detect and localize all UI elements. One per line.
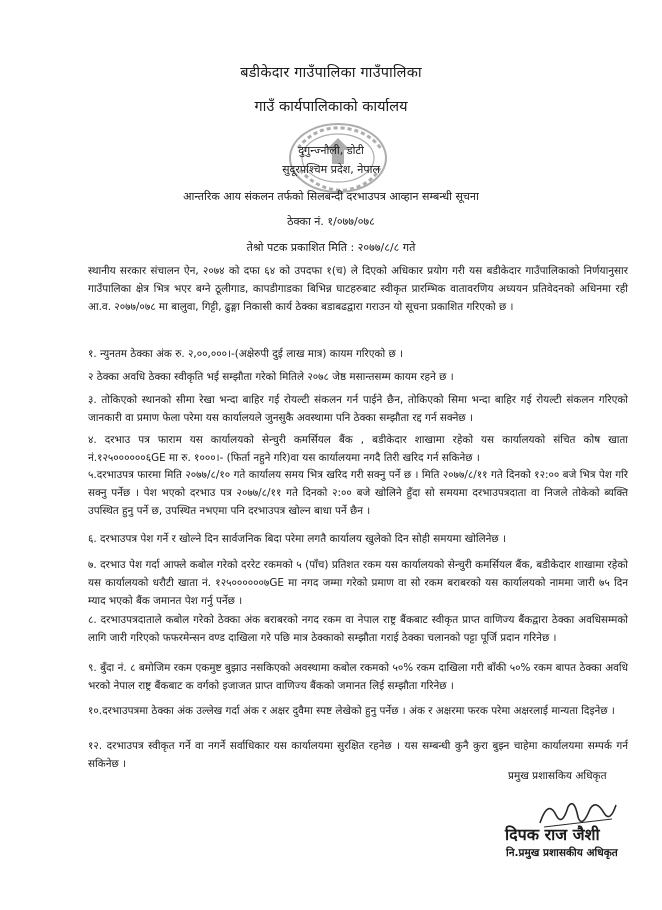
clause-6: ६. दरभाउपत्र पेश गर्ने र खोल्ने दिन सार्वजनिक बिदा परेमा लगतै कार्यालय खुलेको दिन सोही समयमा खोलिनेछ । [88,533,506,545]
municipality-name: बडीकेदार गाउँपालिका गाउँपालिका [240,65,422,81]
clause-12: १२. दरभाउपत्र स्वीकृत गर्ने वा नगर्ने सर्वाधिकार यस कार्यालयमा सुरक्षित रहनेछ । यस सम्बन्धी कुनै कुरा बुझ्न चाहेमा कार्यालयमा सम्पर्क गर्न सकिनेछ । [88,740,628,770]
clause-10: १०.दरभाउपत्रमा ठेक्का अंक उल्लेख गर्दा अंक र अक्षर दुवैमा स्पष्ट लेखेको हुनु पर्नेछ । अंक र अक्षरमा फरक परेमा अक्षरलाई मान्यता दिइनेछ । [88,705,615,717]
clause-8: ८. दरभाउपत्रदाताले कबोल गरेको ठेक्का अंक बराबरको नगद रकम वा नेपाल राष्ट्र बैंकबाट स्वीकृत प्राप्त वाणिज्य बैंकद्वारा ठेक्का अवधिसम्मको लागि जारी गरिएको फफरमेन्सन वण्ड दाखिला गरे पछि मात्र ठेक्काको सम्झौता गराई ठेक्का चलानको पट्टा पूर्जि प्रदान गरिनेछ । [88,614,628,644]
clause-4: ४. दरभाउ पत्र फाराम यस कार्यालयको सेन्चुरी कमर्सियल बैंक , बडीकेदार शाखामा रहेको यस कार्यालयको संचित कोष खाता नं.१२५००००००६GE मा रु. १०००।- (फिर्ता नहुने गरि)वा यस कार्यालयमा नगदै तिरी खरिद गर्न सकिनेछ । [88,434,628,464]
signatory-name: दिपक राज जैशी [505,825,600,844]
office-seal-stamp [286,120,390,196]
clause-3: ३. तोकिएको स्थानको सीमा रेखा भन्दा बाहिर गई रोयल्टी संकलन गर्न पाईने छैन, तोकिएको सिमा भन्दा बाहिर गई रोयल्टी संकलन गरिएको जानकारी वा प्रमाण फेला परेमा यस कार्यालयले जुनसुकै अवस्थामा पनि ठेक्का सम्झौता रद्द गर्न सक्नेछ । [88,394,628,424]
clause-2: २ ठेक्का अवधि ठेक्का स्वीकृति भई सम्झौता गरेको मितिले २०७८ जेष्ठ मसान्तसम्म कायम रहने छ । [88,371,454,383]
clause-9: ९. बुँदा नं. ८ बमोजिम रकम एकमुष्ट बुझाउ नसकिएको अवस्थामा कबोल रकमको ५०% रकम दाखिला गरी बाँकी ५०% रकम बापत ठेक्का अवधि भरको नेपाल राष्ट्र बैंकबाट क वर्गको इजाजत प्राप्त वाणिज्य बैंकको जमानत लिई सम्झौता गरिनेछ । [88,662,628,692]
signatory-designation: नि.प्रमुख प्रशासकीय अधिकृत [506,847,618,859]
office-name: गाउँ कार्यपालिकाको कार्यालय [254,99,408,115]
office-address-province: सुदूरपश्चिम प्रदेश, नेपाल [282,163,380,176]
clause-7: ७. दरभाउ पेश गर्दा आफ्ले कबोल गरेको दररेट रकमको ५ (पाँच) प्रतिशत रकम यस कार्यालयको सेन्चुरी कमर्सियल बैंक, बडीकेदार शाखामा रहेको यस कार्यालयको धरौटी खाता नं. १२५००००००७GE मा नगद जम्मा गरेको प्रमाण वा सो रकम बराबरको यस कार्यालयको नाममा जारी ७५ दिन म्याद भएको बैंक जमानत पेश गर्नु पर्नेछ । [88,559,628,607]
contract-number: ठेक्का नं. १/०७७/०७८ [287,215,375,228]
signatory-title: प्रमुख प्रशासकिय अधिकृत [508,770,607,782]
publish-date: तेश्रो पटक प्रकाशित मिति : २०७७/८/८ गते [246,241,416,254]
notice-title: आन्तरिक आय संकलन तर्फको सिलबन्दी दरभाउपत्र आव्हान सम्बन्धी सूचना [183,190,479,203]
intro-paragraph: स्थानीय सरकार संचालन ऐन, २०७४ को दफा ६४ को उपदफा १(च) ले दिएको अधिकार प्रयोग गरी यस बडीकेदार गाउँपालिकाको निर्णयानुसार गाउँपालिका क्षेत्र भित्र भएर बग्ने ठूलीगाड, कापडीगाडका बिभिन्न घाटहरुबाट स्वीकृत प्रारम्भिक वातावरणिय अध्ययन प्रतिवेदनको अधिनमा रही आ.व. २०७७/०७८ मा बालुवा, गिट्टी, ढुङ्गा निकासी कार्य ठेक्का बडाबढद्वारा गराउन यो सूचना प्रकाशित गरिएको छ । [88,265,628,313]
clause-5: ५.दरभाउपत्र फारमा मिति २०७७/८/१० गते कार्यालय समय भित्र खरिद गरी सक्नु पर्ने छ । मिति २०७७/८/११ गते दिनको १२:०० बजे भित्र पेश गरि सक्नु पर्नेछ । पेश भएको दरभाउ पत्र २०७७/८/११ गते दिनको २:०० बजे खोलिने हुँदा सो समयमा दरभाउपत्रदाता वा निजले तोकेको ब्यक्ति उपस्थित हुनु पर्ने छ, उपस्थित नभएमा पनि दरभाउपत्र खोल्न बाधा पर्ने छैन । [88,469,628,517]
office-address-district: दुगुन्ज्नौली, डोटी [298,144,364,157]
clause-1: १. न्युनतम ठेक्का अंक रु. २,००,०००।-(अक्षेरुपी दुई लाख मात्र) कायम गरिएको छ । [88,348,403,360]
